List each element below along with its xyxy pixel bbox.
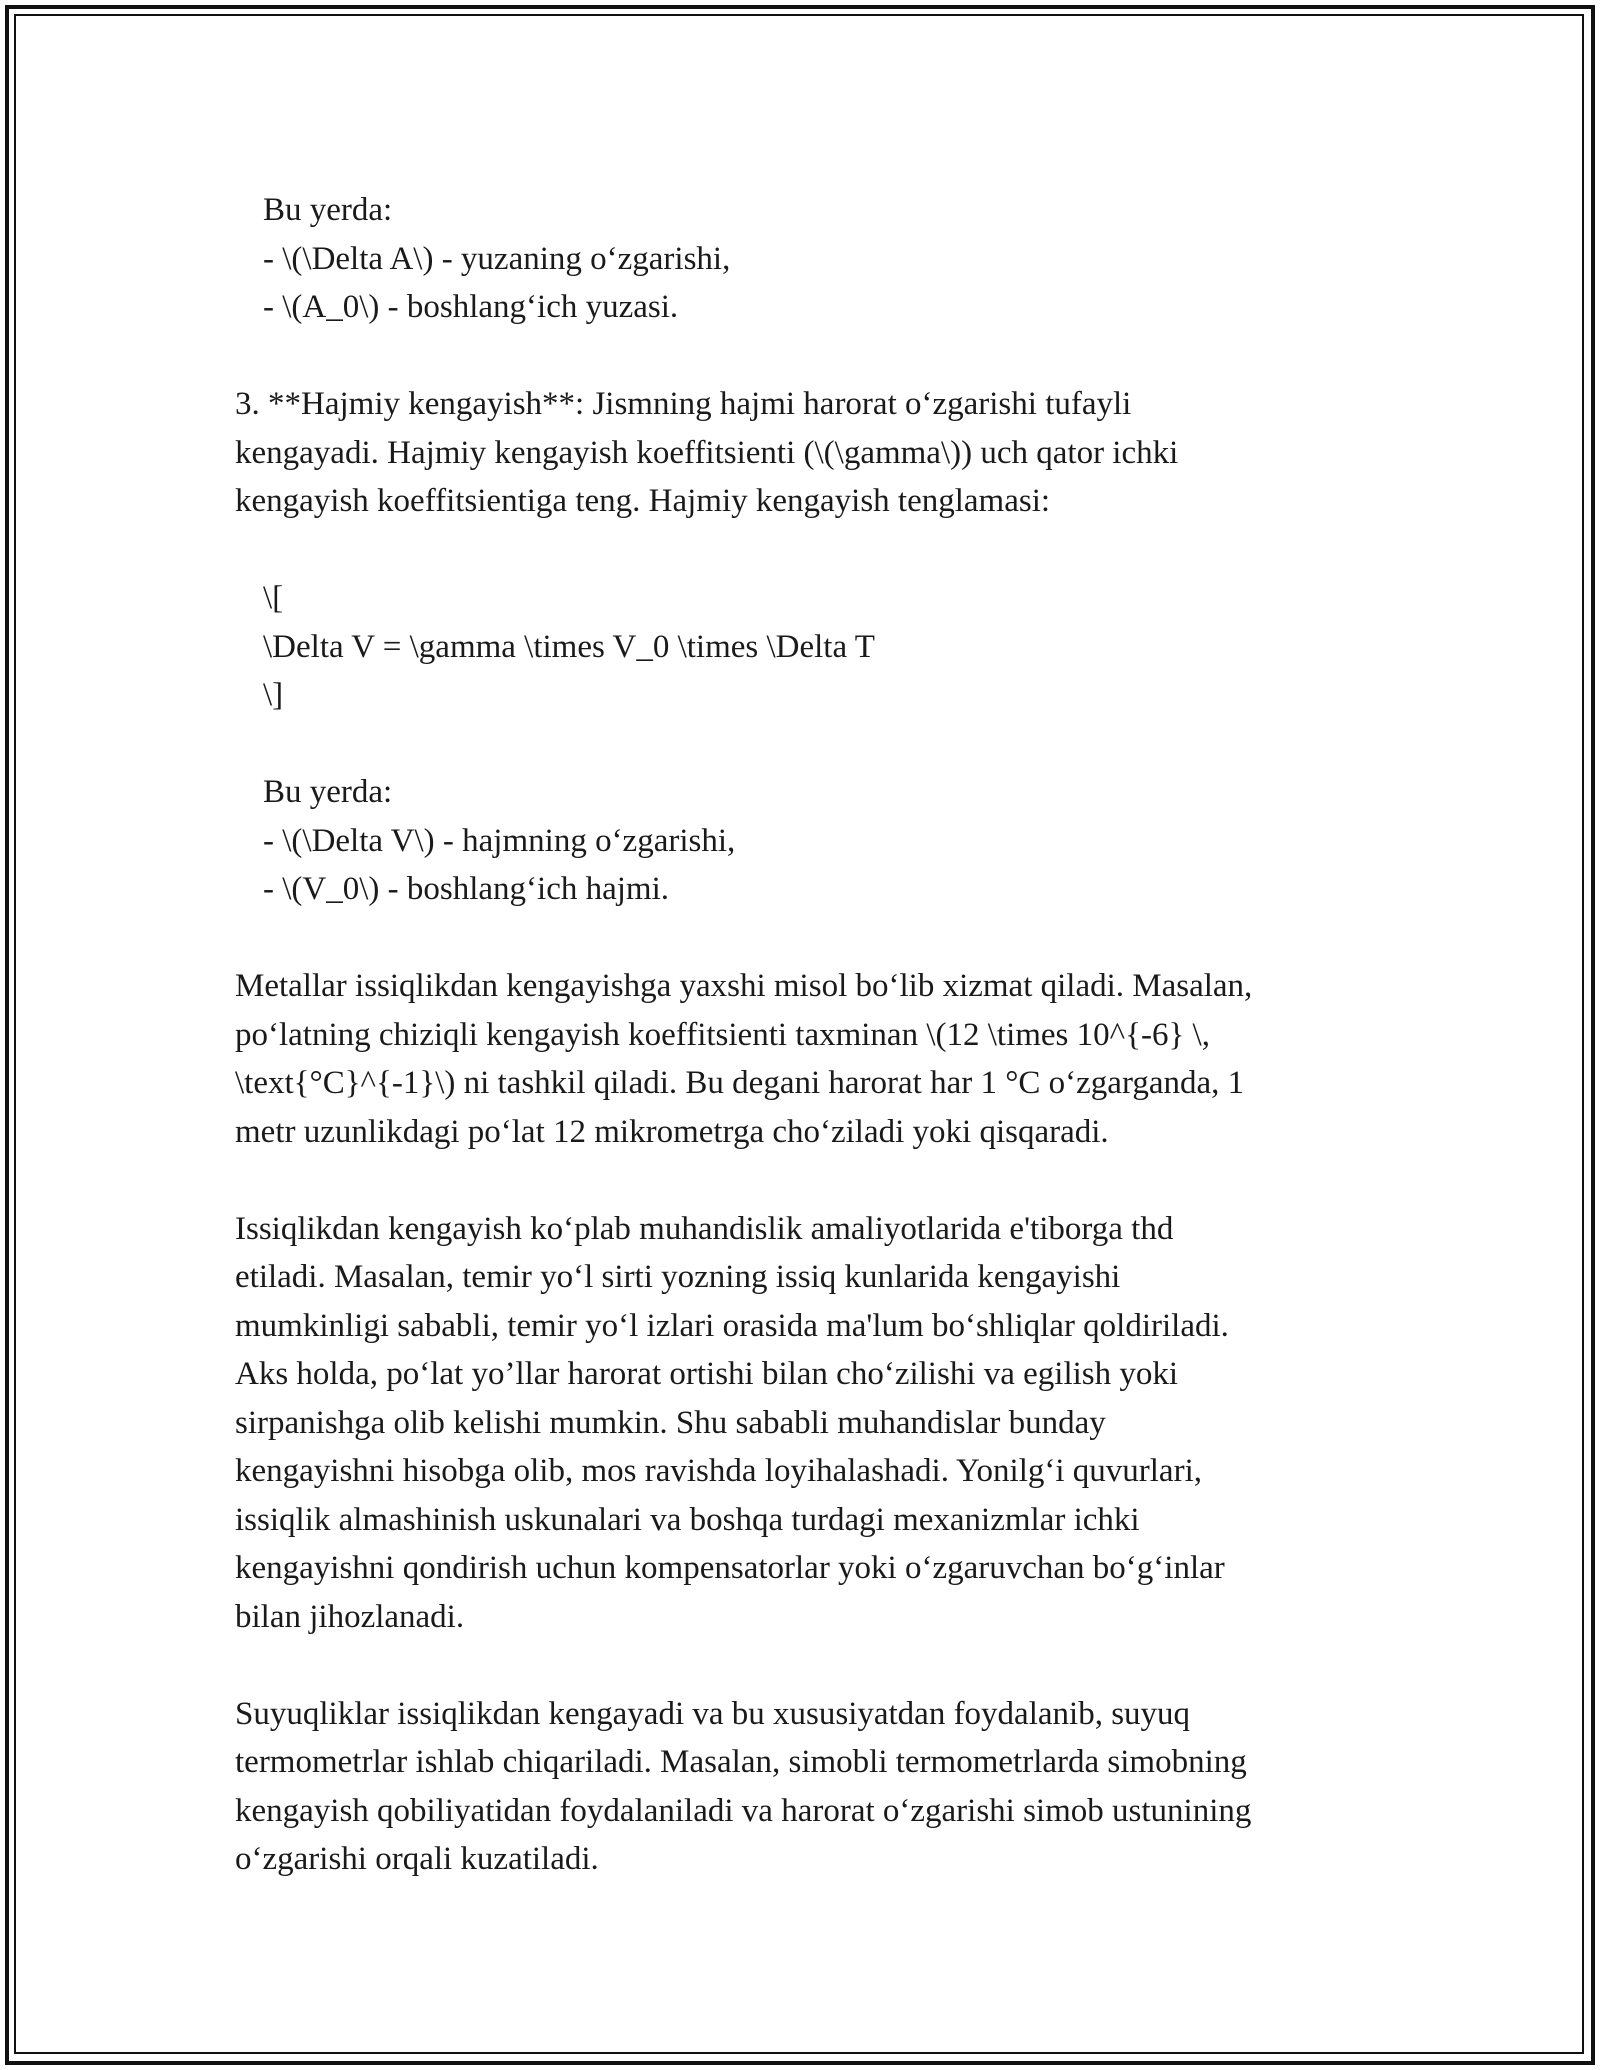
- paragraph-line: Suyuqliklar issiqlikdan kengayadi va bu xususiyatdan foydalanib, suyuq: [235, 1695, 1191, 1732]
- paragraph-metals: [235, 962, 1375, 1156]
- paragraph-line: sirpanishga olib kelishi mumkin. Shu sababli muhandislar bunday: [235, 1404, 1106, 1441]
- paragraph-line: \text{°C}^{-1}\) ni tashkil qiladi. Bu degani harorat har 1 °C o‘zgarganda, 1: [235, 1065, 1245, 1101]
- section-line: kengayadi. Hajmiy kengayish koeffitsienti (\(\gamma\)) uch qator ichki: [235, 434, 1179, 471]
- paragraph-liquids: [235, 1690, 1375, 1884]
- note-intro: Bu yerda:: [263, 774, 393, 810]
- section-line: kengayish koeffitsientiga teng. Hajmiy kengayish tenglamasi:: [235, 483, 1051, 519]
- paragraph-line: bilan jihozlanadi.: [235, 1598, 465, 1635]
- paragraph-line: etiladi. Masalan, temir yo‘l sirti yozning issiq kunlarida kengayishi: [235, 1259, 1121, 1295]
- document-body: [235, 186, 1375, 1884]
- area-note: [235, 186, 1375, 332]
- note-item: - \(\Delta A\) - yuzaning o‘zgarishi,: [263, 240, 731, 277]
- equation-line: \Delta V = \gamma \times V_0 \times \Delta T: [263, 628, 875, 665]
- paragraph-line: mumkinligi sababli, temir yo‘l izlari orasida ma'lum bo‘shliqlar qoldiriladi.: [235, 1307, 1229, 1344]
- note-item: - \(V_0\) - boshlang‘ich hajmi.: [263, 871, 669, 907]
- volume-section: [235, 380, 1375, 914]
- paragraph-line: po‘latning chiziqli kengayish koeffitsienti taxminan \(12 \times 10^{-6} \,: [235, 1016, 1210, 1053]
- paragraph-line: metr uzunlikdagi po‘lat 12 mikrometrga cho‘ziladi yoki qisqaradi.: [235, 1113, 1109, 1150]
- paragraph-line: kengayishni hisobga olib, mos ravishda loyihalashadi. Yonilg‘i quvurlari,: [235, 1453, 1202, 1489]
- volume-equation: [235, 574, 1375, 720]
- paragraph-line: termometrlar ishlab chiqariladi. Masalan, simobli termometrlarda simobning: [235, 1744, 1247, 1780]
- note-intro: Bu yerda:: [263, 192, 393, 228]
- note-item: - \(\Delta V\) - hajmning o‘zgarishi,: [263, 822, 736, 859]
- paragraph-line: kengayishni qondirish uchun kompensatorlar yoki o‘zgaruvchan bo‘g‘inlar: [235, 1550, 1225, 1586]
- paragraph-line: o‘zgarishi orqali kuzatiladi.: [235, 1841, 599, 1877]
- paragraph-line: issiqlik almashinish uskunalari va boshqa turdagi mexanizmlar ichki: [235, 1501, 1140, 1538]
- paragraph-line: Issiqlikdan kengayish ko‘plab muhandislik amaliyotlarida e'tiborga thd: [235, 1210, 1174, 1247]
- paragraph-engineering: [235, 1205, 1375, 1642]
- note-item: - \(A_0\) - boshlang‘ich yuzasi.: [263, 289, 679, 325]
- paragraph-line: Aks holda, po‘lat yo’llar harorat ortishi bilan cho‘zilishi va egilish yoki: [235, 1356, 1179, 1392]
- paragraph-line: kengayish qobiliyatidan foydalaniladi va harorat o‘zgarishi simob ustunining: [235, 1792, 1252, 1829]
- paragraph-line: Metallar issiqlikdan kengayishga yaxshi misol bo‘lib xizmat qiladi. Masalan,: [235, 968, 1253, 1004]
- equation-line: \[: [263, 580, 284, 616]
- equation-line: \]: [263, 677, 284, 713]
- section-line: 3. **Hajmiy kengayish**: Jismning hajmi harorat o‘zgarishi tufayli: [235, 386, 1132, 422]
